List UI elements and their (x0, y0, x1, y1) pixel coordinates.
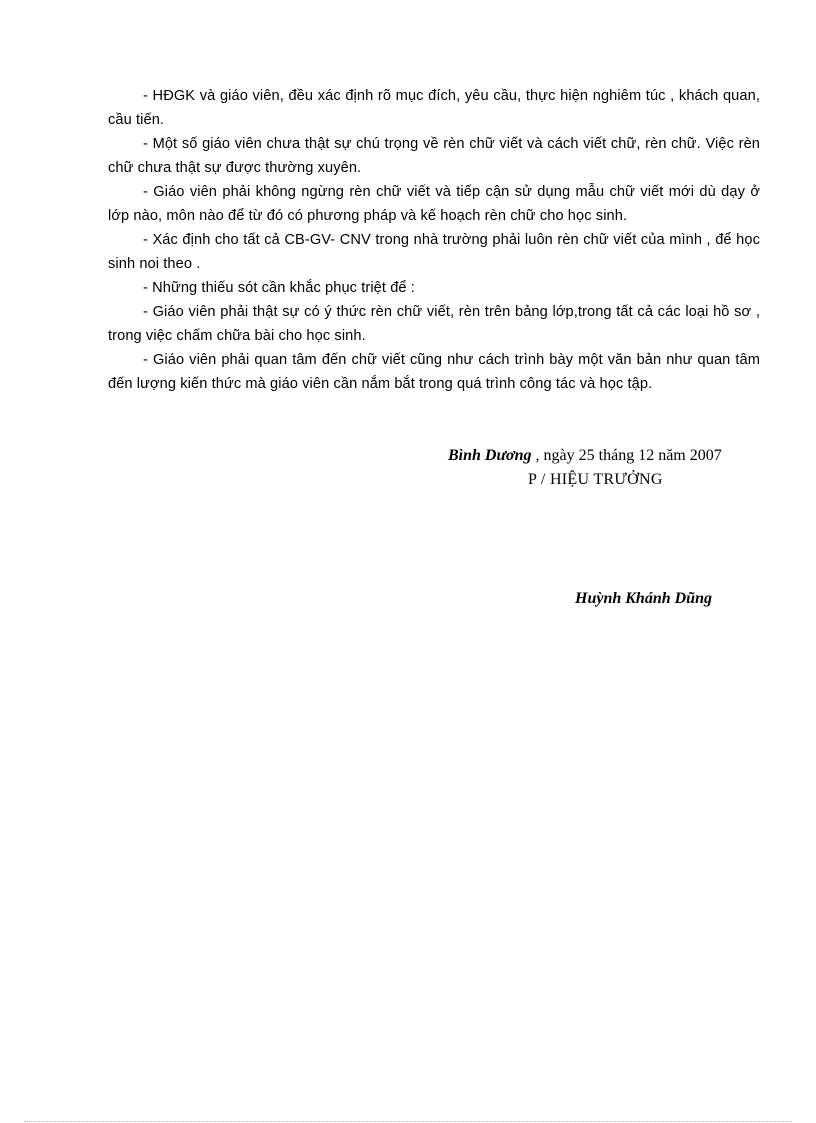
document-body (108, 84, 760, 396)
paragraph-3: - Giáo viên phải không ngừng rèn chữ viết và tiếp cận sử dụng mẫu chữ viết mới dù dạy ở lớp nào, môn nào để từ đó có phương pháp và kế hoạch rèn chữ cho học sinh. (108, 184, 760, 224)
signer-title: P / HIỆU TRƯỞNG (528, 471, 663, 488)
date-text: , ngày 25 tháng 12 năm 2007 (531, 447, 722, 464)
place-name: Bình Dương (448, 447, 532, 464)
paragraph-1: - HĐGK và giáo viên, đều xác định rõ mục đích, yêu cầu, thực hiện nghiêm túc , khách quan, cầu tiến. (108, 88, 760, 128)
paragraph-4: - Xác định cho tất cả CB-GV- CNV trong nhà trường phải luôn rèn chữ viết của mình , để học sinh noi theo . (108, 232, 760, 272)
paragraph-6: - Giáo viên phải thật sự có ý thức rèn chữ viết, rèn trên bảng lớp,trong tất cả các loại hồ sơ , trong việc chấm chữa bài cho học sinh. (108, 304, 760, 344)
page-bottom-divider (24, 1121, 792, 1122)
date-line (448, 444, 722, 468)
signer-name: Huỳnh Khánh Dũng (575, 590, 712, 607)
paragraph-7: - Giáo viên phải quan tâm đến chữ viết cũng như cách trình bày một văn bản như quan tâm đến lượng kiến thức mà giáo viên cần nắm bắt trong quá trình công tác và học tập. (108, 352, 760, 392)
paragraph-5: - Những thiếu sót cần khắc phục triệt để : (143, 280, 415, 296)
paragraph-2: - Một số giáo viên chưa thật sự chú trọng về rèn chữ viết và cách viết chữ, rèn chữ. Việc rèn chữ chưa thật sự được thường xuyên. (108, 136, 760, 176)
